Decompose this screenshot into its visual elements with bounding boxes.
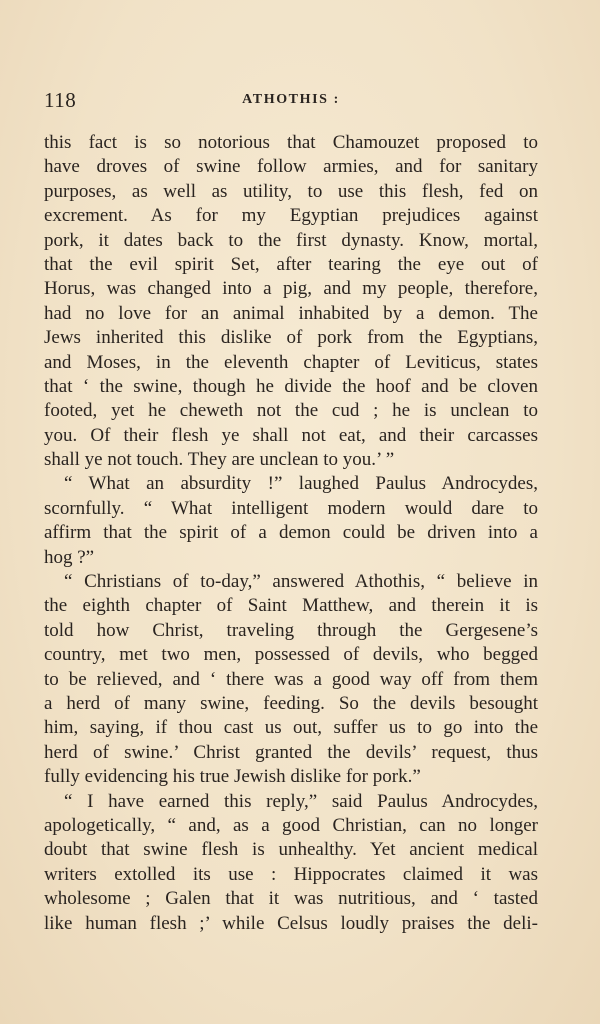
text-line: hog ?” [44, 546, 95, 568]
text-line: country, met two men, possessed of devils, who begged [44, 644, 538, 666]
text-line: “ What an absurdity !” laughed Paulus Androcydes, [64, 473, 538, 495]
text-line: him, saying, if thou cast us out, suffer us to go into the [44, 717, 538, 739]
text-line: Horus, was changed into a pig, and my people, therefore, [44, 278, 538, 300]
text-line: to be relieved, and ‘ there was a good way off from them [44, 668, 538, 690]
text-line: that ‘ the swine, though he divide the hoof and be cloven [44, 375, 538, 397]
text-line: told how Christ, traveling through the Gergesene’s [44, 619, 538, 641]
page-header [44, 88, 538, 114]
text-line: pork, it dates back to the first dynasty. Know, mortal, [44, 229, 538, 251]
text-line: purposes, as well as utility, to use this flesh, fed on [44, 180, 538, 202]
text-line: and Moses, in the eleventh chapter of Leviticus, states [44, 351, 538, 373]
body-text [44, 131, 538, 936]
text-line: “ Christians of to-day,” answered Athothis, “ believe in [64, 571, 538, 593]
text-line: doubt that swine flesh is unhealthy. Yet ancient medical [44, 839, 538, 861]
text-line: like human flesh ;’ while Celsus loudly praises the deli- [44, 912, 538, 934]
text-line: footed, yet he cheweth not the cud ; he is unclean to [44, 400, 538, 422]
text-line: had no love for an animal inhabited by a demon. The [44, 302, 538, 324]
text-line: fully evidencing his true Jewish dislike for pork.” [44, 766, 421, 788]
page-number: 118 [44, 88, 77, 112]
text-line: apologetically, “ and, as a good Christian, can no longer [44, 814, 538, 836]
text-line: “ I have earned this reply,” said Paulus Androcydes, [64, 790, 538, 812]
text-line: the eighth chapter of Saint Matthew, and therein it is [44, 595, 538, 617]
text-line: excrement. As for my Egyptian prejudices against [44, 205, 538, 227]
text-line: this fact is so notorious that Chamouzet proposed to [44, 132, 538, 153]
text-line: that the evil spirit Set, after tearing the eye out of [44, 253, 538, 275]
text-line: affirm that the spirit of a demon could be driven into a [44, 522, 538, 544]
text-line: herd of swine.’ Christ granted the devils’ request, thus [44, 741, 538, 763]
text-line: writers extolled its use : Hippocrates claimed it was [44, 863, 538, 885]
text-line: shall ye not touch. They are unclean to you.’ ” [44, 449, 395, 471]
text-line: have droves of swine follow armies, and for sanitary [44, 156, 538, 178]
text-line: a herd of many swine, feeding. So the devils besought [44, 692, 538, 714]
running-head: ATHOTHIS : [242, 92, 340, 107]
text-line: scornfully. “ What intelligent modern would dare to [44, 497, 538, 519]
text-line: Jews inherited this dislike of pork from the Egyptians, [44, 327, 538, 349]
text-line: you. Of their flesh ye shall not eat, and their carcasses [44, 424, 538, 446]
text-line: wholesome ; Galen that it was nutritious, and ‘ tasted [44, 888, 538, 910]
